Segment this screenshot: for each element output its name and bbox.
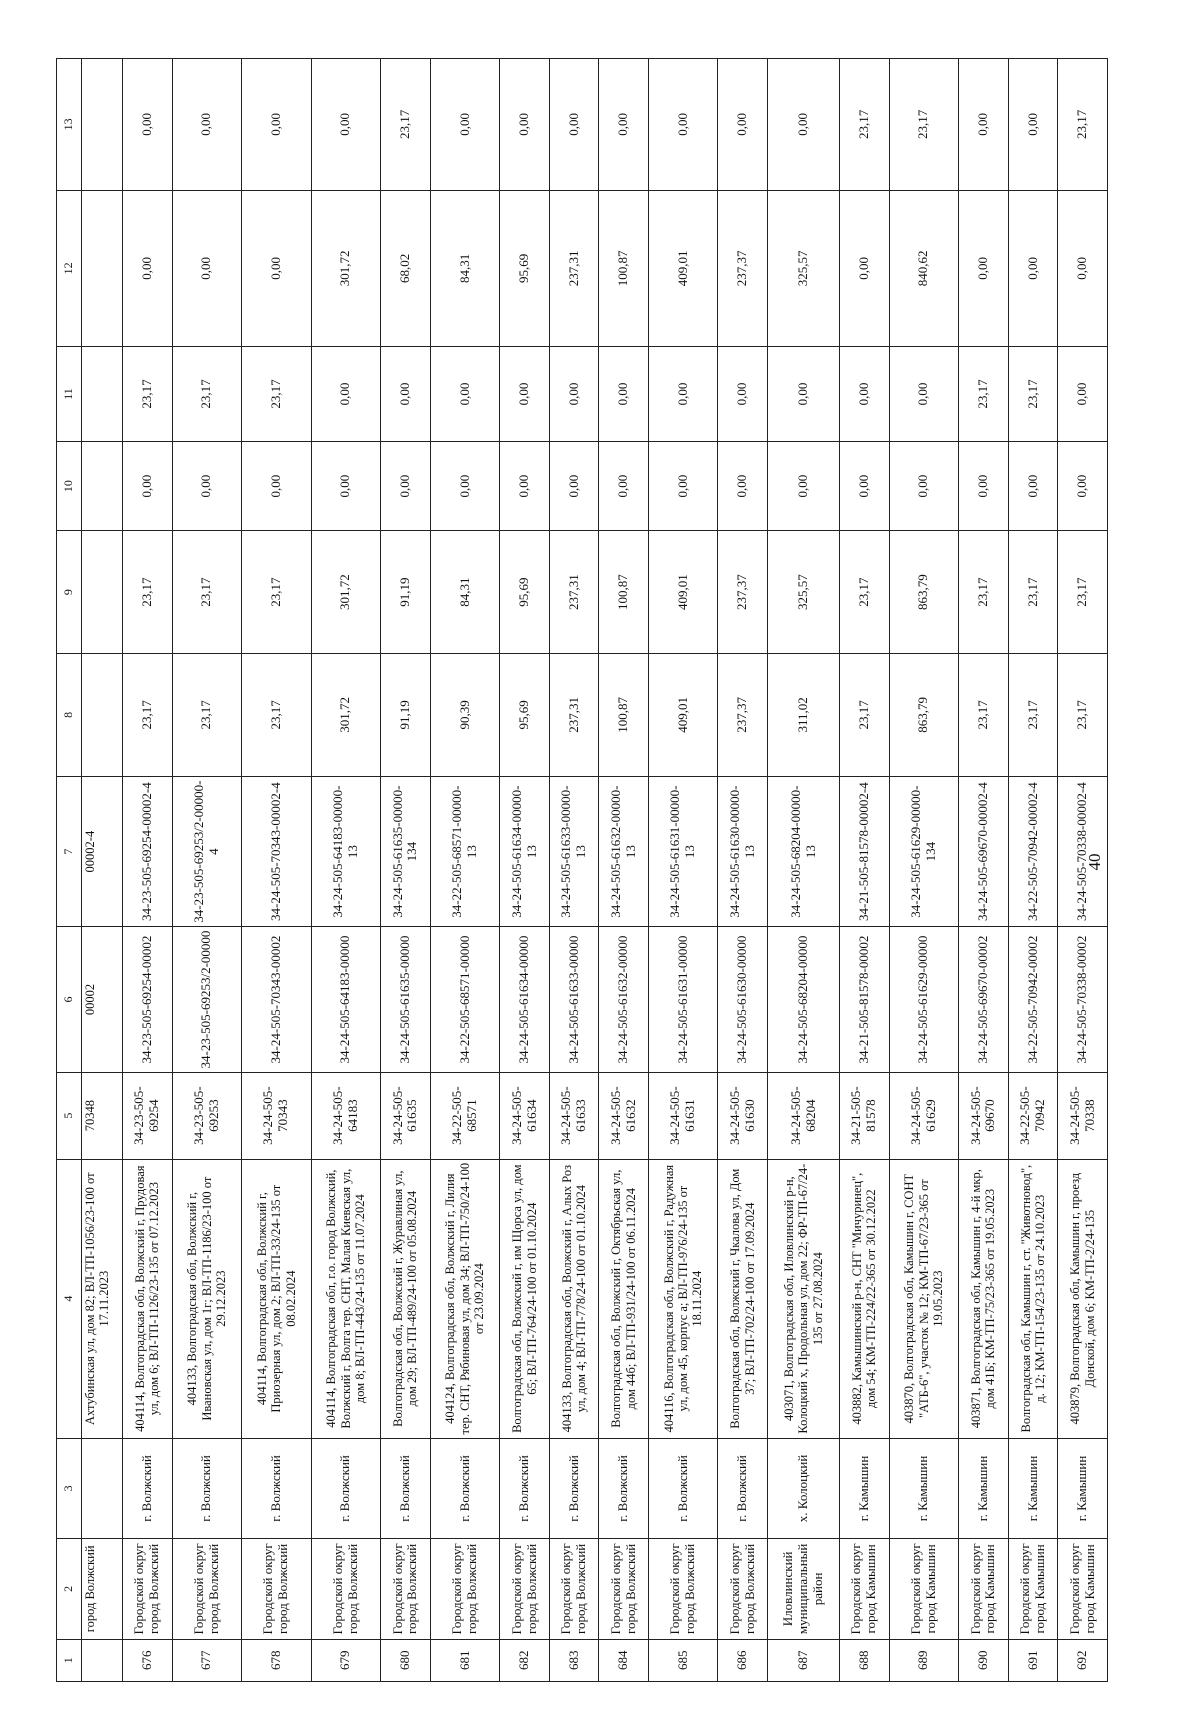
table-cell: 34-22-505-68571-00000-13 — [430, 776, 500, 927]
table-row — [172, 59, 242, 1682]
table-cell: 23,17 — [840, 654, 890, 777]
table-cell: 237,31 — [549, 190, 599, 346]
table-row — [959, 59, 1009, 1682]
table-cell: Городской округ город Волжский — [381, 1539, 431, 1639]
table-cell: 0,00 — [718, 59, 768, 191]
table-cell: 23,17 — [172, 347, 242, 442]
table-cell: 34-24-505-68204-00000-13 — [768, 776, 840, 927]
table-cell: 95,69 — [500, 654, 550, 777]
table-row — [889, 59, 959, 1682]
table-cell: 34-23-505-69254-00002 — [123, 927, 173, 1072]
table-cell: 34-24-505-70343-00002-4 — [242, 776, 312, 927]
table-cell: 34-23-505-69253 — [172, 1072, 242, 1159]
table-cell: 34-22-505-70942-00002-4 — [1008, 776, 1058, 927]
table-cell: 237,31 — [549, 531, 599, 654]
table-cell: 0,00 — [500, 441, 550, 530]
table-cell: 0,00 — [172, 441, 242, 530]
table-cell: 0,00 — [381, 441, 431, 530]
table-cell: 690 — [959, 1639, 1009, 1681]
table-cell: 100,87 — [599, 190, 649, 346]
table-cell: 34-24-505-70338 — [1058, 1072, 1108, 1159]
table-cell: г. Камышин — [959, 1438, 1009, 1538]
continuation-cell — [82, 531, 123, 654]
table-cell: 34-21-505-81578-00002-4 — [840, 776, 890, 927]
table-row — [599, 59, 649, 1682]
column-number: 8 — [57, 654, 82, 777]
table-cell: 404124, Волгоградская обл, Волжский г, Лилия тер. СНТ, Рябиновая ул, дом 34; ВЛ-ТП-750/24-100 от 23.09.2024 — [430, 1159, 500, 1438]
table-cell: 34-22-505-68571-00000 — [430, 927, 500, 1072]
table-cell: 0,00 — [172, 190, 242, 346]
table-cell: 0,00 — [549, 441, 599, 530]
table-cell: 0,00 — [311, 347, 381, 442]
table-cell: г. Волжский — [381, 1438, 431, 1538]
table-cell: 325,57 — [768, 531, 840, 654]
table-cell: 34-24-505-61629-00000-134 — [889, 776, 959, 927]
continuation-cell — [82, 347, 123, 442]
table-cell: 0,00 — [840, 441, 890, 530]
table-cell: 0,00 — [123, 59, 173, 191]
table-cell: г. Волжский — [648, 1438, 718, 1538]
table-cell: 0,00 — [959, 441, 1009, 530]
continuation-cell — [82, 441, 123, 530]
table-cell: 679 — [311, 1639, 381, 1681]
table-cell: Городской округ город Камышин — [1058, 1539, 1108, 1639]
table-cell: 84,31 — [430, 531, 500, 654]
table-cell: 23,17 — [1008, 654, 1058, 777]
table-row — [430, 59, 500, 1682]
column-number: 9 — [57, 531, 82, 654]
table-cell: 68,02 — [381, 190, 431, 346]
table-cell: 687 — [768, 1639, 840, 1681]
table-cell: г. Волжский — [123, 1438, 173, 1538]
continuation-cell — [82, 654, 123, 777]
table-cell: 34-24-505-64183-00000-13 — [311, 776, 381, 927]
table-cell: г. Волжский — [430, 1438, 500, 1538]
table-cell: 23,17 — [172, 531, 242, 654]
table-cell: 403879, Волгоградская обл, Камышин г, проезд Донской, дом 6; КМ-ТП-2/24-135 — [1058, 1159, 1108, 1438]
rotated-page — [56, 58, 1108, 1682]
column-number: 1 — [57, 1639, 82, 1681]
table-cell: Городской округ город Камышин — [889, 1539, 959, 1639]
table-cell: 23,17 — [959, 347, 1009, 442]
table-cell: 0,00 — [430, 441, 500, 530]
table-cell: Городской округ город Камышин — [1008, 1539, 1058, 1639]
table-cell: 34-24-505-61630 — [718, 1072, 768, 1159]
table-cell: 23,17 — [959, 654, 1009, 777]
continuation-cell — [82, 59, 123, 191]
table-cell: Волгоградская обл, Волжский г, Журавлиная ул, дом 29; ВЛ-ТП-489/24-100 от 05.08.2024 — [381, 1159, 431, 1438]
table-cell: 34-24-505-61630-00000-13 — [718, 776, 768, 927]
table-cell: 34-24-505-61633 — [549, 1072, 599, 1159]
table-cell: 23,17 — [889, 59, 959, 191]
table-cell: 0,00 — [242, 190, 312, 346]
table-cell: 34-24-505-61632 — [599, 1072, 649, 1159]
column-number: 11 — [57, 347, 82, 442]
table-cell: Городской округ город Волжский — [648, 1539, 718, 1639]
table-cell: 863,79 — [889, 654, 959, 777]
table-cell: г. Волжский — [718, 1438, 768, 1538]
table-row — [648, 59, 718, 1682]
table-cell: 34-21-505-81578-00002 — [840, 927, 890, 1072]
table-cell: 685 — [648, 1639, 718, 1681]
table-cell: Городской округ город Волжский — [172, 1539, 242, 1639]
table-cell: 95,69 — [500, 190, 550, 346]
table-cell: 34-24-505-70338-00002-4 — [1058, 776, 1108, 927]
table-row — [1008, 59, 1058, 1682]
table-cell: 404133, Волгоградская обл, Волжский г, Ивановская ул, дом 1г; ВЛ-ТП-1186/23-100 от 29.12.2023 — [172, 1159, 242, 1438]
table-cell: 34-24-505-70343-00002 — [242, 927, 312, 1072]
table-cell: г. Волжский — [242, 1438, 312, 1538]
table-cell: 237,31 — [549, 654, 599, 777]
table-cell: Городской округ город Волжский — [242, 1539, 312, 1639]
table-cell: 34-23-505-69254-00002-4 — [123, 776, 173, 927]
table-cell: 23,17 — [242, 347, 312, 442]
table-cell: 0,00 — [889, 441, 959, 530]
table-cell: 0,00 — [599, 441, 649, 530]
table-cell: 684 — [599, 1639, 649, 1681]
table-cell: 681 — [430, 1639, 500, 1681]
table-cell: г. Волжский — [500, 1438, 550, 1538]
table-cell: 0,00 — [599, 59, 649, 191]
table-row — [840, 59, 890, 1682]
continuation-cell: 00002 — [82, 927, 123, 1072]
table-cell: 95,69 — [500, 531, 550, 654]
table-cell: 34-24-505-61631-00000 — [648, 927, 718, 1072]
table-cell: 0,00 — [599, 347, 649, 442]
table-cell: 23,17 — [1058, 59, 1108, 191]
column-number: 7 — [57, 776, 82, 927]
table-viewport — [56, 58, 1108, 1682]
table-cell: 34-24-505-69670 — [959, 1072, 1009, 1159]
table-cell: 0,00 — [500, 59, 550, 191]
table-cell: 34-24-505-61633-00000 — [549, 927, 599, 1072]
table-cell: г. Волжский — [549, 1438, 599, 1538]
table-cell: 100,87 — [599, 531, 649, 654]
table-cell: 0,00 — [648, 347, 718, 442]
column-number: 4 — [57, 1159, 82, 1438]
continuation-cell — [82, 190, 123, 346]
table-cell: 23,17 — [840, 531, 890, 654]
table-cell: 404116, Волгоградская обл, Волжский г, Радужная ул, дом 45, корпус а; ВЛ-ТП-976/24-135 от 18.11.2024 — [648, 1159, 718, 1438]
table-cell: 34-24-505-69670-00002 — [959, 927, 1009, 1072]
table-cell: 409,01 — [648, 190, 718, 346]
table-cell: 34-24-505-69670-00002-4 — [959, 776, 1009, 927]
table-cell: 23,17 — [1008, 531, 1058, 654]
table-cell: 0,00 — [718, 441, 768, 530]
table-cell: 0,00 — [242, 441, 312, 530]
table-cell: 23,17 — [381, 59, 431, 191]
table-cell: 301,72 — [311, 654, 381, 777]
table-cell: 0,00 — [1008, 59, 1058, 191]
table-cell: г. Камышин — [889, 1438, 959, 1538]
table-cell: 34-23-505-69254 — [123, 1072, 173, 1159]
table-row — [718, 59, 768, 1682]
table-cell: Городской округ город Волжский — [123, 1539, 173, 1639]
table-cell: 0,00 — [430, 59, 500, 191]
table-cell: 0,00 — [1008, 190, 1058, 346]
table-cell: 0,00 — [768, 441, 840, 530]
column-number: 10 — [57, 441, 82, 530]
table-cell: 23,17 — [840, 59, 890, 191]
column-number-row — [57, 59, 82, 1682]
table-cell: 677 — [172, 1639, 242, 1681]
table-cell: 0,00 — [840, 347, 890, 442]
table-cell: 403071, Волгоградская обл, Иловлинский р-н, Колоцкий х, Продольная ул, дом 22; ФР-ТП-67/24-135 от 27.08.2024 — [768, 1159, 840, 1438]
table-cell: 680 — [381, 1639, 431, 1681]
table-cell: 0,00 — [172, 59, 242, 191]
table-cell: 34-24-505-61635-00000 — [381, 927, 431, 1072]
column-number: 3 — [57, 1438, 82, 1538]
table-cell: 23,17 — [1058, 654, 1108, 777]
table-cell: 683 — [549, 1639, 599, 1681]
table-cell: 0,00 — [1058, 190, 1108, 346]
column-number: 2 — [57, 1539, 82, 1639]
table-cell: Городской округ город Камышин — [840, 1539, 890, 1639]
table-cell: 34-24-505-68204 — [768, 1072, 840, 1159]
table-cell: 0,00 — [1008, 441, 1058, 530]
table-cell: Городской округ город Волжский — [500, 1539, 550, 1639]
table-cell: 688 — [840, 1639, 890, 1681]
table-row — [242, 59, 312, 1682]
table-cell: г. Волжский — [311, 1438, 381, 1538]
table-cell: 34-22-505-68571 — [430, 1072, 500, 1159]
table-cell: 409,01 — [648, 654, 718, 777]
continuation-cell: 70348 — [82, 1072, 123, 1159]
table-cell: Волгоградская обл, Волжский г, им Щорса ул, дом 65; ВЛ-ТП-764/24-100 от 01.10.2024 — [500, 1159, 550, 1438]
table-cell: 0,00 — [718, 347, 768, 442]
table-cell: 34-24-505-61634-00000-13 — [500, 776, 550, 927]
table-cell: 0,00 — [889, 347, 959, 442]
table-cell: 404114, Волгоградская обл, г.о. город Волжский, Волжский г, Волга тер. СНТ, Малая Киевская ул, дом 8; ВЛ-ТП-443/24-135 от 11.07.2024 — [311, 1159, 381, 1438]
table-cell: 23,17 — [242, 531, 312, 654]
continuation-cell — [82, 1639, 123, 1681]
column-number: 12 — [57, 190, 82, 346]
data-table — [56, 58, 1108, 1682]
page-number: 40 — [1085, 853, 1104, 871]
table-cell: г. Камышин — [840, 1438, 890, 1538]
table-cell: 23,17 — [1058, 531, 1108, 654]
table-cell: 686 — [718, 1639, 768, 1681]
table-cell: 676 — [123, 1639, 173, 1681]
table-cell: 34-24-505-61634 — [500, 1072, 550, 1159]
table-cell: 34-24-505-64183-00000 — [311, 927, 381, 1072]
table-cell: 100,87 — [599, 654, 649, 777]
table-cell: 91,19 — [381, 654, 431, 777]
table-cell: 0,00 — [430, 347, 500, 442]
continuation-cell: город Волжский — [82, 1539, 123, 1639]
table-cell: 301,72 — [311, 190, 381, 346]
table-cell: Городской округ город Волжский — [599, 1539, 649, 1639]
table-cell: 34-21-505-81578 — [840, 1072, 890, 1159]
table-row — [549, 59, 599, 1682]
table-cell: 311,02 — [768, 654, 840, 777]
table-cell: 23,17 — [959, 531, 1009, 654]
table-cell: Городской округ город Волжский — [718, 1539, 768, 1639]
table-row — [311, 59, 381, 1682]
table-cell: 34-24-505-64183 — [311, 1072, 381, 1159]
table-cell: 301,72 — [311, 531, 381, 654]
table-cell: г. Волжский — [599, 1438, 649, 1538]
continuation-cell — [82, 1438, 123, 1538]
table-cell: 0,00 — [648, 441, 718, 530]
table-cell: х. Колоцкий — [768, 1438, 840, 1538]
table-cell: 404114, Волгоградская обл, Волжский г, Приозерная ул, дом 2; ВЛ-ТП-33/24-135 от 08.02.2024 — [242, 1159, 312, 1438]
table-row — [1058, 59, 1108, 1682]
table-cell: 34-24-505-61635-00000-134 — [381, 776, 431, 927]
table-cell: 34-24-505-61629 — [889, 1072, 959, 1159]
table-cell: 0,00 — [123, 190, 173, 346]
table-cell: 34-24-505-70343 — [242, 1072, 312, 1159]
table-cell: 34-24-505-68204-00000 — [768, 927, 840, 1072]
table-cell: 34-24-505-61629-00000 — [889, 927, 959, 1072]
table-cell: 34-23-505-69253/2-00000-4 — [172, 776, 242, 927]
table-cell: 409,01 — [648, 531, 718, 654]
table-cell: 34-22-505-70942-00002 — [1008, 927, 1058, 1072]
table-cell: 0,00 — [768, 347, 840, 442]
table-cell: Городской округ город Волжский — [549, 1539, 599, 1639]
table-cell: 691 — [1008, 1639, 1058, 1681]
table-cell: 0,00 — [840, 190, 890, 346]
column-number: 5 — [57, 1072, 82, 1159]
continuation-cell: 00002-4 — [82, 776, 123, 927]
table-row — [768, 59, 840, 1682]
continuation-cell: Ахтубинская ул, дом 82; ВЛ-ТП-1056/23-100 от 17.11.2023 — [82, 1159, 123, 1438]
table-cell: 403871, Волгоградская обл, Камышин г, 4-й мкр, дом 41Б; КМ-ТП-75/23-365 от 19.05.2023 — [959, 1159, 1009, 1438]
table-cell: 34-24-505-61632-00000 — [599, 927, 649, 1072]
table-cell: Волгоградская обл, Камышин г, ст. "Животновод", д. 12; КМ-ТП-154/23-135 от 24.10.2023 — [1008, 1159, 1058, 1438]
table-cell: 0,00 — [768, 59, 840, 191]
table-cell: 678 — [242, 1639, 312, 1681]
table-cell: 0,00 — [549, 59, 599, 191]
table-cell: 34-24-505-70338-00002 — [1058, 927, 1108, 1072]
table-cell: 34-24-505-61634-00000 — [500, 927, 550, 1072]
table-cell: 0,00 — [1058, 347, 1108, 442]
table-cell: 0,00 — [648, 59, 718, 191]
table-cell: 34-24-505-61633-00000-13 — [549, 776, 599, 927]
table-cell: 91,19 — [381, 531, 431, 654]
table-cell: 34-22-505-70942 — [1008, 1072, 1058, 1159]
table-cell: 34-24-505-61632-00000-13 — [599, 776, 649, 927]
table-cell: 403870, Волгоградская обл, Камышин г, СОНТ "АТБ-6", участок № 12; КМ-ТП-67/23-365 от 19.05.2023 — [889, 1159, 959, 1438]
table-cell: г. Камышин — [1058, 1438, 1108, 1538]
table-cell: 237,37 — [718, 654, 768, 777]
table-cell: 237,37 — [718, 531, 768, 654]
table-cell: 34-23-505-69253/2-00000 — [172, 927, 242, 1072]
table-cell: 689 — [889, 1639, 959, 1681]
table-row — [381, 59, 431, 1682]
table-cell: 0,00 — [959, 190, 1009, 346]
table-cell: 840,62 — [889, 190, 959, 346]
table-cell: 692 — [1058, 1639, 1108, 1681]
table-cell: 0,00 — [123, 441, 173, 530]
table-cell: 0,00 — [242, 59, 312, 191]
table-cell: 0,00 — [1058, 441, 1108, 530]
table-cell: Городской округ город Камышин — [959, 1539, 1009, 1639]
continuation-row — [82, 59, 123, 1682]
table-cell: 404133, Волгоградская обл, Волжский г, Алых Роз ул, дом 4; ВЛ-ТП-778/24-100 от 01.10.2024 — [549, 1159, 599, 1438]
table-row — [123, 59, 173, 1682]
table-cell: 90,39 — [430, 654, 500, 777]
table-cell: 325,57 — [768, 190, 840, 346]
column-number: 6 — [57, 927, 82, 1072]
table-cell: 863,79 — [889, 531, 959, 654]
table-cell: 0,00 — [500, 347, 550, 442]
table-cell: Городской округ город Волжский — [430, 1539, 500, 1639]
table-cell: 0,00 — [311, 59, 381, 191]
table-cell: 0,00 — [381, 347, 431, 442]
table-cell: 23,17 — [123, 531, 173, 654]
table-row — [500, 59, 550, 1682]
table-cell: 23,17 — [172, 654, 242, 777]
table-cell: 237,37 — [718, 190, 768, 346]
table-cell: 34-24-505-61630-00000 — [718, 927, 768, 1072]
table-cell: 23,17 — [123, 654, 173, 777]
table-cell: Волгоградская обл, Волжский г, Чкалова ул, Дом 37; ВЛ-ТП-702/24-100 от 17.09.2024 — [718, 1159, 768, 1438]
table-cell: 23,17 — [1008, 347, 1058, 442]
table-cell: г. Камышин — [1008, 1438, 1058, 1538]
table-cell: 23,17 — [242, 654, 312, 777]
table-cell: 682 — [500, 1639, 550, 1681]
table-cell: 34-24-505-61635 — [381, 1072, 431, 1159]
table-cell: 0,00 — [959, 59, 1009, 191]
table-cell: Волгоградская обл, Волжский г, Октябрьская ул, дом 44б; ВЛ-ТП-931/24-100 от 06.11.2024 — [599, 1159, 649, 1438]
table-cell: 0,00 — [549, 347, 599, 442]
table-cell: 84,31 — [430, 190, 500, 346]
column-number: 13 — [57, 59, 82, 191]
table-cell: г. Волжский — [172, 1438, 242, 1538]
table-cell: 34-24-505-61631-00000-13 — [648, 776, 718, 927]
table-cell: 23,17 — [123, 347, 173, 442]
table-cell: 34-24-505-61631 — [648, 1072, 718, 1159]
table-cell: 404114, Волгоградская обл, Волжский г, Прудовая ул, дом 6; ВЛ-ТП-1126/23-135 от 07.12.2023 — [123, 1159, 173, 1438]
table-cell: 403882, Камышинский р-н, СНТ "Мичуринец", дом 54; КМ-ТП-224/22-365 от 30.12.2022 — [840, 1159, 890, 1438]
table-cell: Иловлинский муниципальный район — [768, 1539, 840, 1639]
table-cell: Городской округ город Волжский — [311, 1539, 381, 1639]
table-cell: 0,00 — [311, 441, 381, 530]
